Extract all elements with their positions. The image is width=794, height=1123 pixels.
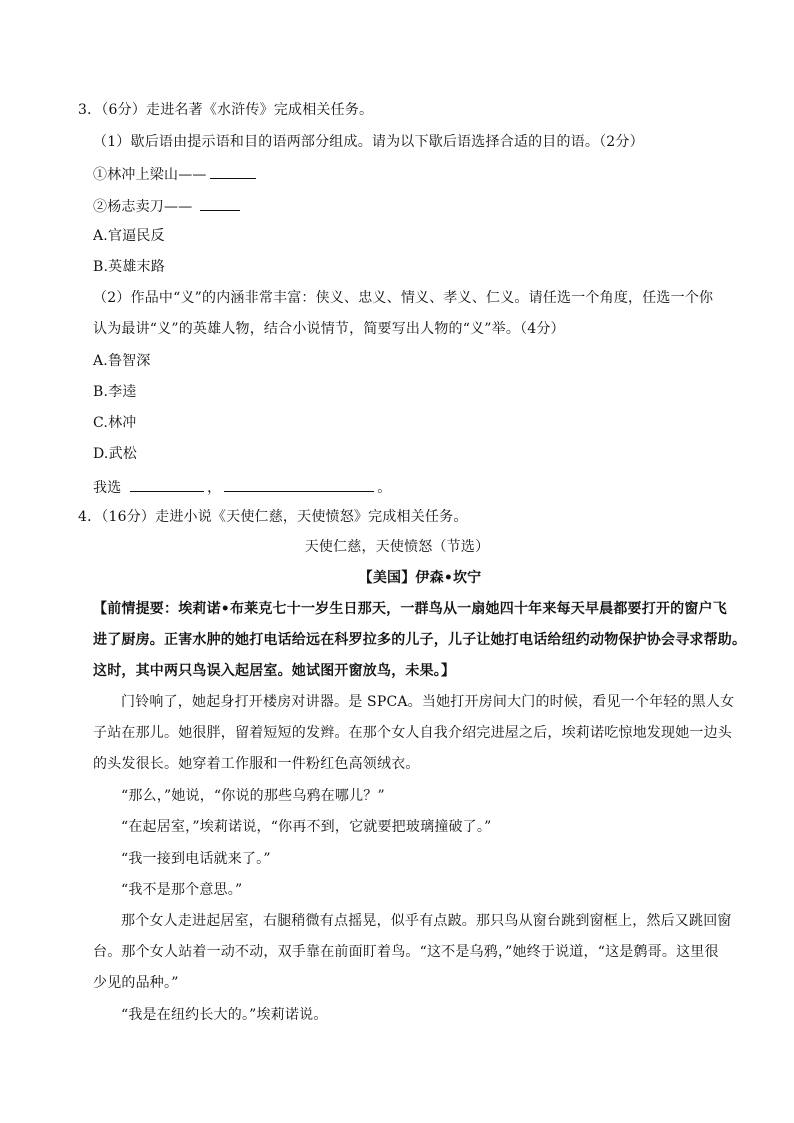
answer-blank[interactable]: [210, 164, 256, 179]
answer-blank[interactable]: [224, 477, 374, 492]
paragraph-2-line-1: 那个女人走进起居室，右腿稍微有点摇晃，似乎有点跛。那只鸟从窗台跳到窗框上，然后又跳回窗: [121, 913, 732, 929]
paragraph-1-line-2: 子站在那儿。她很胖，留着短短的发辫。在那个女人自我介绍完进屋之后，埃莉诺吃惊地发现她一边头: [93, 725, 732, 741]
q3-pick-end: 。: [377, 480, 392, 496]
q3-sub2-line2: 认为最讲“义”的英雄人物，结合小说情节，简要写出人物的“义”举。（4分）: [93, 321, 565, 337]
q3-item1-text: ①林冲上梁山——: [93, 167, 207, 183]
q3-choice-c: C.林冲: [93, 415, 137, 431]
q3-item1: [93, 164, 259, 184]
dialogue-3: “我一接到电话就来了。”: [121, 851, 271, 867]
q3-choice-b: B.李逵: [93, 384, 137, 400]
q3-item2: [93, 196, 243, 216]
paragraph-1-line-1: 门铃响了，她起身打开楼房对讲器。是 SPCA。当她打开房间大门的时候，看见一个年轻的黑人女: [121, 694, 735, 710]
preface-line-2: 进了厨房。正害水肿的她打电话给远在科罗拉多的儿子，儿子让她打电话给纽约动物保护协会寻求帮助。: [93, 632, 747, 648]
dialogue-4: “我不是那个意思。”: [121, 882, 243, 898]
q3-pick-label: 我选: [93, 480, 122, 496]
q3-option-b: B.英雄末路: [93, 259, 165, 275]
q4-header: 4．（16分）走进小说《天使仁慈，天使愤怒》完成相关任务。: [78, 509, 468, 525]
q3-choice-a: A.鲁智深: [93, 353, 151, 369]
story-title: 天使仁慈，天使愤怒（节选）: [304, 539, 490, 555]
story-author: 【美国】伊森•坎宁: [358, 570, 482, 586]
paragraph-1-line-3: 的头发很长。她穿着工作服和一件粉红色高领绒衣。: [93, 756, 420, 772]
preface-line-3: 这时，其中两只鸟误入起居室。她试图开窗放鸟，未果。】: [93, 663, 456, 679]
preface-line-1: 【前情提要：埃莉诺•布莱克七十一岁生日那天，一群鸟从一扇她四十年来每天早晨都要打开的窗户飞: [93, 601, 727, 617]
q3-pick-comma: ，: [207, 480, 222, 496]
paragraph-2-line-3: 少见的品种。”: [93, 975, 179, 991]
q3-sub1: （1）歇后语由提示语和目的语两部分组成。请为以下歇后语选择合适的目的语。（2分）: [93, 134, 644, 150]
dialogue-5: “我是在纽约长大的。”埃莉诺说。: [121, 1007, 328, 1023]
answer-blank[interactable]: [130, 477, 204, 492]
q3-option-a: A.官逼民反: [93, 228, 165, 244]
q3-choice-d: D.武松: [93, 446, 137, 462]
answer-blank[interactable]: [200, 196, 240, 211]
dialogue-1: “那么，”她说，“你说的那些乌鸦在哪儿？”: [121, 788, 385, 804]
paragraph-2-line-2: 台。那个女人站着一动不动，双手靠在前面盯着鸟。“这不是乌鸦，”她终于说道，“这是鹩哥。这里很: [93, 944, 719, 960]
dialogue-2: “在起居室，”埃莉诺说，“你再不到，它就要把玻璃撞破了。”: [121, 819, 492, 835]
q3-header: 3．（6分）走进名著《水浒传》完成相关任务。: [78, 102, 374, 118]
q3-item2-text: ②杨志卖刀——: [93, 199, 193, 215]
q3-pick-line: [93, 477, 391, 497]
q3-sub2-line1: （2）作品中“义”的内涵非常丰富：侠义、忠义、情义、孝义、仁义。请任选一个角度，任选一个你: [93, 290, 714, 306]
